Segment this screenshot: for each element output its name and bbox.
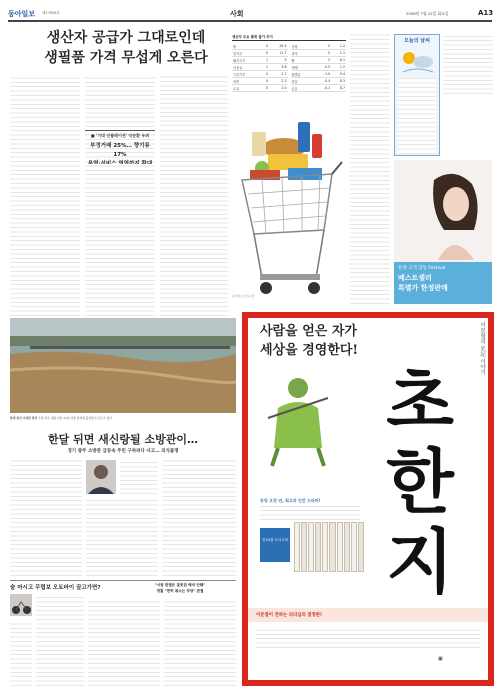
- main-story-column-3: [160, 130, 228, 316]
- infobox-row: [291, 64, 347, 71]
- infobox-row: [291, 85, 347, 92]
- infobox-cell-item: 과자: [291, 50, 315, 57]
- book-ad-intro: [260, 498, 360, 520]
- photo-credit: 동아일보 자료사진: [232, 294, 255, 298]
- infobox-cell-b: 28.5: [269, 43, 287, 50]
- book-advertisement[interactable]: [242, 312, 494, 686]
- main-story-column-1: [10, 76, 80, 316]
- main-headline: [10, 28, 242, 68]
- bottom-story-column-1: [36, 594, 84, 686]
- publisher-logo: ▣: [438, 656, 443, 662]
- infobox-cell-a: 0: [261, 50, 269, 57]
- flooded-river-image: [10, 318, 236, 413]
- main-headline-line-2: 생필품 가격 무섭게 오른다: [44, 50, 208, 66]
- page-number: A13: [478, 9, 494, 17]
- festival-ad-line-2: 베스트셀러: [398, 274, 432, 282]
- infobox-title: 생산자 주요 품목 물가 추이: [232, 34, 346, 41]
- book-spine: [294, 522, 300, 572]
- infobox-row: [291, 50, 347, 57]
- book-spine: [308, 522, 314, 572]
- motorcycle-photo-icon: [10, 594, 32, 616]
- book-spine: [301, 522, 307, 572]
- infobox-cell-b: 2.3: [269, 78, 287, 85]
- infobox-cell-b: 1.1: [331, 50, 346, 57]
- fire-story-headline: 한달 뒤면 새신랑될 소방관이…: [48, 433, 198, 446]
- infobox-cell-item: 경유: [291, 78, 315, 85]
- infobox-cell-a: 1: [261, 64, 269, 71]
- infobox-cell-item: 라면: [232, 78, 261, 85]
- fire-story-column-2: [86, 498, 158, 576]
- infobox-cell-item: 세제: [291, 64, 315, 71]
- book-ad-intro-1: 동양 오천 년, 최고의 인간 드라마!: [260, 498, 321, 503]
- river-caption: [10, 416, 236, 420]
- main-headline-line-1: 생산자 공급가 그대로인데: [46, 30, 206, 46]
- newspaper-logo: 동아일보: [8, 9, 36, 18]
- issue-number: 제27856호: [42, 11, 60, 15]
- infobox-cell-item: 휘발유: [291, 71, 315, 78]
- infobox-row: [232, 71, 288, 78]
- book-ad-bottom-line: 이문열이 전하는 리더십의 결정판!: [256, 613, 322, 618]
- book-spine: [351, 522, 357, 572]
- infobox-row: [291, 57, 347, 64]
- main-story-subhead-box: [85, 130, 155, 139]
- infobox-cell-b: 8.1: [331, 57, 346, 64]
- fire-story-column-1: [10, 460, 82, 576]
- header-rule: [8, 20, 492, 22]
- bottom-story-column-3: [164, 598, 236, 686]
- person-photo-icon: [86, 460, 116, 494]
- fire-story-subhead: 경기 광주 소방관 급류속 주민 구하려다 사고… 의식불명: [67, 449, 179, 454]
- book-ad-intro-text: [260, 506, 360, 520]
- fire-story-column-3: [162, 460, 236, 576]
- book-set-image: [294, 522, 364, 572]
- book-ad-side-text: 이문열의 史記 이야기: [479, 322, 485, 375]
- book-spine: [322, 522, 328, 572]
- infobox-cell-a: 0: [261, 78, 269, 85]
- masthead: [8, 9, 492, 19]
- infobox-cell-item: 식용유: [232, 64, 261, 71]
- infobox-cell-b: 1.2: [331, 43, 346, 50]
- book-spine: [358, 522, 364, 572]
- firefighter-portrait: [86, 460, 116, 494]
- bottom-story-rule: [10, 580, 236, 581]
- bottom-subhead-2: 경찰 "면허 취소는 부당" 판결: [156, 588, 204, 593]
- infobox-cell-a: -0.1: [314, 85, 331, 92]
- infobox-cell-a: 0: [261, 71, 269, 78]
- infobox-cell-a: 2: [314, 57, 331, 64]
- weather-map-icon: [395, 46, 439, 76]
- infobox-cell-a: -1.0: [314, 71, 331, 78]
- main-story-column-4: [350, 34, 390, 304]
- book-spine: [344, 522, 350, 572]
- infobox-cell-b: 2.7: [269, 71, 287, 78]
- portrait-ad: [394, 160, 492, 262]
- river-caption-title: 물에 잠긴 가족한 한강: [10, 416, 38, 420]
- infobox-row: [291, 71, 347, 78]
- book-ad-bottom-band: [248, 608, 488, 622]
- infobox-cell-item: 우유: [232, 85, 261, 92]
- bottom-headline-text: 술 마시고 무렵보 오토바이 끌고가면?: [10, 585, 101, 591]
- weather-forecast-table: [398, 78, 436, 154]
- bottom-story-column-2: [88, 598, 160, 686]
- infobox-cell-b: 3.6: [269, 64, 287, 71]
- warrior-illustration: [258, 368, 338, 468]
- book-title-char: 지: [386, 520, 454, 603]
- book-ad-headline-2: 세상을 경영한다!: [260, 343, 359, 358]
- infobox-row: [232, 85, 288, 92]
- fire-story-column-2-top: [120, 460, 158, 494]
- infobox-cell-item: 돼지고기: [232, 57, 261, 64]
- infobox-cell-b: 8.7: [331, 85, 346, 92]
- infobox-cell-item: 밀가루: [232, 50, 261, 57]
- festival-ad-banner[interactable]: [394, 262, 492, 304]
- infobox-row: [291, 78, 347, 85]
- section-name: 사회: [230, 10, 244, 18]
- infobox-cell-a: -0.4: [314, 78, 331, 85]
- river-photo: [10, 318, 236, 413]
- infobox-cell-item: 고춧가루: [232, 71, 261, 78]
- book-spine: [337, 522, 343, 572]
- main-story-subhead-2: 부정거래 25%… 향기류 17%: [90, 143, 150, 158]
- main-story-column-3-top: [160, 76, 228, 126]
- book-ad-headline: [260, 322, 400, 360]
- infobox-table-left: [232, 43, 288, 92]
- infobox-row: [232, 50, 288, 57]
- infobox-cell-a: -0.5: [314, 64, 331, 71]
- book-ad-details: [256, 626, 480, 648]
- bottom-story-column-0: [10, 620, 32, 686]
- infobox-cell-b: 5: [269, 57, 287, 64]
- bottom-story-subheads: [124, 583, 236, 594]
- woman-portrait-image: [394, 160, 492, 262]
- weather-side-text: [443, 34, 493, 94]
- infobox-cell-b: 8.3: [331, 78, 346, 85]
- infobox-cell-item: 쌀: [232, 43, 261, 50]
- infobox-cell-a: 0: [314, 43, 331, 50]
- infobox-cell-b: 1.2: [331, 64, 346, 71]
- book-spine: [329, 522, 335, 572]
- infobox-cell-a: 0: [261, 43, 269, 50]
- infobox-cell-item: 등유: [291, 85, 315, 92]
- main-story-subhead: ■ '기대 인플레이션' 악순환 우려: [90, 133, 150, 138]
- infobox-table-right: [291, 43, 347, 92]
- infobox-cell-a: 1: [261, 57, 269, 64]
- infobox-row: [232, 78, 288, 85]
- festival-ad-line-1: 뮤젠 고객 감동 Festival: [398, 266, 446, 271]
- price-infobox: [232, 34, 346, 110]
- book-ad-headline-1: 사람을 얻은 자가: [260, 324, 357, 339]
- bottom-story-photo: [10, 594, 32, 616]
- bottom-subhead-1: "서핑 판결은 잘못된 해석 안돼": [154, 583, 206, 587]
- infobox-cell-a: 0: [314, 50, 331, 57]
- issue-date: 2008년 7월 22일 화요일: [406, 11, 449, 16]
- book-title-calligraphy: [360, 362, 480, 602]
- weather-title: 오늘의 날씨: [404, 38, 430, 44]
- book-title-char: 초: [386, 360, 454, 443]
- weather-box: [394, 34, 440, 156]
- infobox-cell-a: 0: [261, 85, 269, 92]
- infobox-cell-b: 9.4: [331, 71, 346, 78]
- book-title-char: 한: [386, 440, 454, 523]
- infobox-row: [232, 64, 288, 71]
- river-caption-text: 수량 폭우 내린 뒤인 21일 서울 한강에 흙탕물이 흐르고 있다.: [38, 416, 113, 420]
- bottom-story-headline: [10, 584, 120, 592]
- festival-ad-line-3: 특별가 한정판매: [398, 284, 448, 292]
- fire-story-header: [10, 432, 236, 456]
- infobox-cell-b: 2.0: [269, 85, 287, 92]
- audiobook-badge: 전10권 오디오북: [260, 528, 290, 562]
- infobox-cell-item: 설탕: [291, 43, 315, 50]
- book-spine: [315, 522, 321, 572]
- infobox-row: [232, 57, 288, 64]
- infobox-cell-item: 빵: [291, 57, 315, 64]
- infobox-cell-b: 11.7: [269, 50, 287, 57]
- main-story-column-2b: [85, 164, 155, 316]
